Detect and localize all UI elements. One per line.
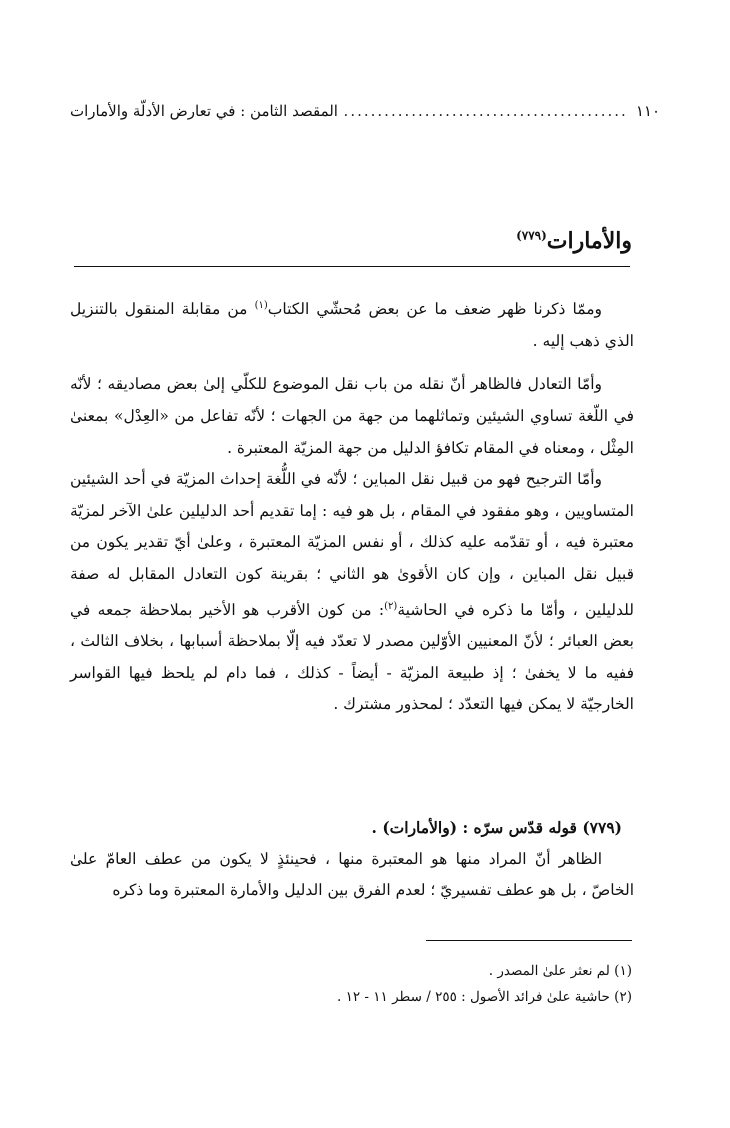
section-title-text: والأمارات xyxy=(546,228,632,254)
footnotes xyxy=(92,958,632,1010)
main-text xyxy=(70,290,634,721)
paragraph-1 xyxy=(70,290,634,357)
footnote-2: (٢) حاشية علىٰ فرائد الأصول : ٢٥٥ / سطر ١١ - ١٢ . xyxy=(337,989,632,1005)
paragraph-1-a: وممّا ذكرنا ظهر ضعف ما عن بعض مُحشّي الكتاب xyxy=(267,300,602,319)
page-number: ١١٠ xyxy=(635,102,660,120)
footnote-1: (١) لم نعثر علىٰ المصدر . xyxy=(488,963,632,979)
running-header xyxy=(70,102,660,120)
section-title xyxy=(516,228,632,254)
paragraph-2: وأمّا التعادل فالظاهر أنّ نقله من باب نقل الموضوع للكلّي إلىٰ بعض مصاديقه ؛ لأنّه في اللّغة تساوي الشيئين وتماثلهما من جهة من الجهات ؛ لأنّه تفاعل من «العِدْل» بمعنىٰ المِثْل ، ومعناه في المقام تكافؤ الدليل من جهة المزيّة المعتبرة . xyxy=(70,375,634,457)
paragraph-3-b: : من كون الأقرب هو الأخير بملاحظة جمعه في بعض العبائر ؛ لأنّ المعنيين الأوّلين مصدر لا تعدّد فيه إلّا بملاحظة أسبابها ، بخلاف الثالث ، ففيه ما لا يخفىٰ ؛ إذ طبيعة المزيّة - أيضاً - كذلك ، فما دام لم يلحظ فيها القواسر الخارجيّة لا يمكن فيها التعدّد ؛ لمحذور مشترك . xyxy=(70,600,634,714)
title-rule xyxy=(74,266,630,267)
footnote-rule xyxy=(426,940,632,941)
commentary xyxy=(70,812,634,907)
paragraph-3-a: وأمّا الترجيح فهو من قبيل نقل المباين ؛ لأنّه في اللُّغة إحداث المزيّة في أحد الشيئين المتساويين ، وهو مفقود في المقام ، بل هو فيه : إما تقديم أحد الدليلين علىٰ الآخر لمزيّة معتبرة فيه ، أو تقدّمه عليه كذلك ، أو نفس المزيّة المعتبرة ، وعلىٰ أيّ تقدير يكون من قبيل نقل المباين ، وإن كان الأقوىٰ هو الثاني ؛ بقرينة كون التعادل المقابل له صفة للدليلين ، وأمّا ما ذكره في الحاشية xyxy=(70,470,634,619)
leader-dots xyxy=(342,102,628,120)
paragraph-3 xyxy=(70,464,634,721)
footnote-ref-1: (١) xyxy=(254,300,268,311)
commentary-heading: (٧٧٩) قوله قدّس سرّه : (والأمارات) . xyxy=(371,818,622,837)
commentary-text: الظاهر أنّ المراد منها هو المعتبرة منها ، فحينئذٍ لا يكون من عطف العامّ علىٰ الخاصّ ، بل هو عطف تفسيريّ ؛ لعدم الفرق بين الدليل والأمارة المعتبرة وما ذكره xyxy=(70,849,634,900)
paragraph-1-b: من مقابلة المنقول بالتنزيل الذي ذهب إليه . xyxy=(70,300,634,350)
footnote-ref-2: (٢) xyxy=(384,600,398,612)
section-note-ref: (٧٧٩) xyxy=(516,228,547,243)
chapter-title: المقصد الثامن : في تعارض الأدلّة والأمارات xyxy=(70,102,338,120)
